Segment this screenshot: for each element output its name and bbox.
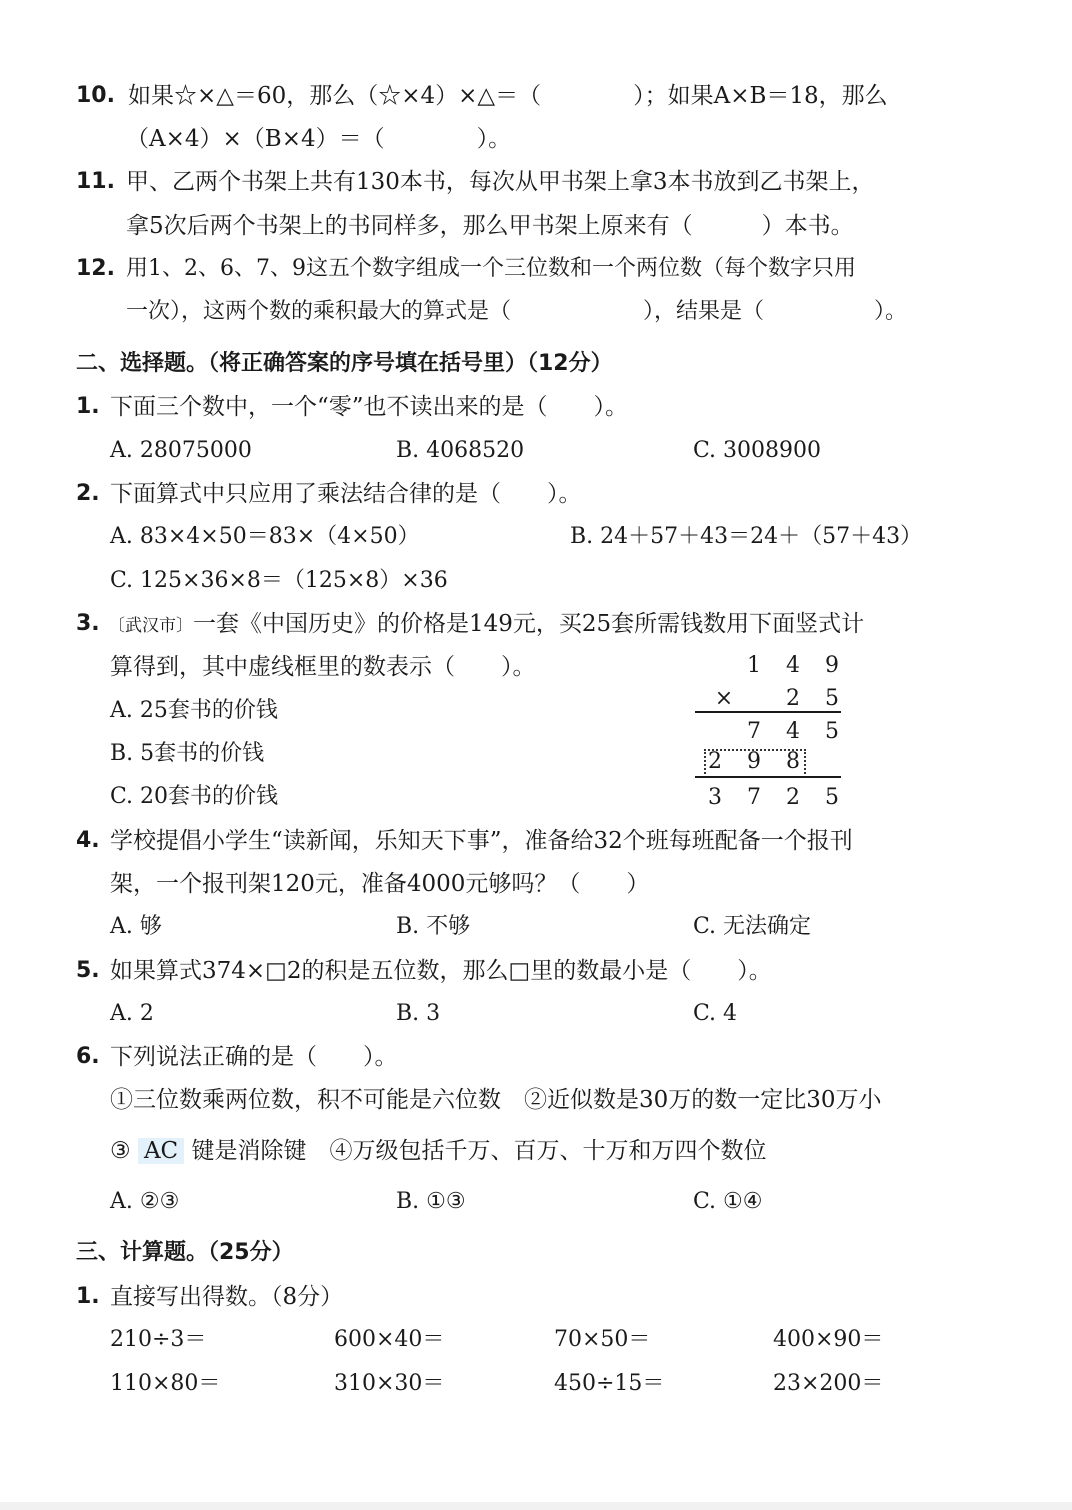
question-number: 10. <box>76 83 115 108</box>
option-b: B. ①③ <box>396 1189 466 1214</box>
digit: 5 <box>825 686 839 711</box>
question-text: 学校提倡小学生“读新闻，乐知天下事”，准备给32个班每班配备一个报刊 <box>110 828 853 854</box>
option-c: C. 125×36×8＝（125×8）×36 <box>110 568 448 593</box>
question-text: 一次），这两个数的乘积最大的算式是（ ），结果是（ ）。 <box>126 299 908 324</box>
question-text: 甲、乙两个书架上共有130本书，每次从甲书架上拿3本书放到乙书架上， <box>126 169 875 195</box>
question-text: 用1、2、6、7、9这五个数字组成一个三位数和一个两位数（每个数字只用 <box>126 256 856 281</box>
question-text: 拿5次后两个书架上的书同样多，那么甲书架上原来有（ ）本书。 <box>126 213 854 239</box>
option-b: B. 4068520 <box>396 438 525 463</box>
option-c: C. 4 <box>693 1001 738 1026</box>
question-number: 4. <box>76 828 100 853</box>
question-number: 12. <box>76 256 115 281</box>
digit: 2 <box>708 749 722 774</box>
question-number: 3. <box>76 611 100 636</box>
digit: 3 <box>708 785 722 810</box>
question-number: 6. <box>76 1044 100 1069</box>
digit: 7 <box>747 719 761 744</box>
option-b: B. 24＋57＋43＝24＋（57＋43） <box>570 524 923 549</box>
question-text: 下列说法正确的是（ ）。 <box>110 1044 398 1070</box>
calc-item: 210÷3＝ <box>110 1327 207 1352</box>
option-c: C. 无法确定 <box>693 914 812 939</box>
page-bottom-edge <box>0 1502 1072 1510</box>
digit: 7 <box>747 785 761 810</box>
question-number: 11. <box>76 169 115 194</box>
option-a: A. 83×4×50＝83×（4×50） <box>110 524 420 549</box>
question-text: （A×4）×（B×4）＝（ ）。 <box>126 126 512 152</box>
question-number: 2. <box>76 481 100 506</box>
option-c: C. 3008900 <box>693 438 822 463</box>
question-number: 1. <box>76 1284 100 1309</box>
calc-item: 400×90＝ <box>773 1327 884 1352</box>
question-text: 下面算式中只应用了乘法结合律的是（ ）。 <box>110 481 582 507</box>
option-a: A. 28075000 <box>110 438 252 463</box>
calc-item: 70×50＝ <box>554 1327 651 1352</box>
question-number: 5. <box>76 958 100 983</box>
calc-item: 450÷15＝ <box>554 1371 665 1396</box>
statement-line: ③ AC 键是消除键 ④万级包括千万、百万、十万和万四个数位 <box>110 1138 767 1164</box>
rule-line <box>695 776 841 778</box>
question-text: 如果算式374×□2的积是五位数，那么□里的数最小是（ ）。 <box>110 958 772 984</box>
digit: 1 <box>747 653 761 678</box>
option-c: C. 20套书的价钱 <box>110 784 279 809</box>
digit: 2 <box>786 686 800 711</box>
multiply-sign: × <box>714 686 734 711</box>
option-a: A. ②③ <box>110 1189 180 1214</box>
rule-line <box>695 711 841 713</box>
option-a: A. 2 <box>110 1001 154 1026</box>
section-title: 三、计算题。（25分） <box>76 1240 294 1265</box>
calc-item: 310×30＝ <box>334 1371 445 1396</box>
calc-item: 600×40＝ <box>334 1327 445 1352</box>
question-text: 下面三个数中，一个“零”也不读出来的是（ ）。 <box>110 394 629 420</box>
digit: 4 <box>786 719 800 744</box>
option-a: A. 25套书的价钱 <box>110 698 278 723</box>
digit: 9 <box>747 749 761 774</box>
option-a: A. 够 <box>110 914 162 939</box>
calc-item: 23×200＝ <box>773 1371 884 1396</box>
option-c: C. ①④ <box>693 1189 763 1214</box>
option-b: B. 不够 <box>396 914 471 939</box>
calc-item: 110×80＝ <box>110 1371 221 1396</box>
region-tag: 〔武汉市〕 <box>108 616 193 636</box>
section-title: 二、选择题。（将正确答案的序号填在括号里）（12分） <box>76 351 613 376</box>
question-number: 1. <box>76 394 100 419</box>
digit: 5 <box>825 719 839 744</box>
question-text: 算得到，其中虚线框里的数表示（ ）。 <box>110 654 536 680</box>
question-text: 直接写出得数。（8分） <box>110 1284 344 1310</box>
digit: 4 <box>786 653 800 678</box>
statement-line: ①三位数乘两位数，积不可能是六位数 ②近似数是30万的数一定比30万小 <box>110 1087 882 1113</box>
question-text: 〔武汉市〕一套《中国历史》的价格是149元，买25套所需钱数用下面竖式计 <box>108 611 865 637</box>
digit: 2 <box>786 785 800 810</box>
option-b: B. 3 <box>396 1001 441 1026</box>
digit: 8 <box>786 749 800 774</box>
ac-key: AC <box>138 1138 184 1164</box>
question-text: 架，一个报刊架120元，准备4000元够吗？（ ） <box>110 871 650 897</box>
option-b: B. 5套书的价钱 <box>110 741 265 766</box>
question-text: 如果☆×△＝60，那么（☆×4）×△＝（ ）；如果A×B＝18，那么 <box>128 83 888 109</box>
digit: 9 <box>825 653 839 678</box>
digit: 5 <box>825 785 839 810</box>
